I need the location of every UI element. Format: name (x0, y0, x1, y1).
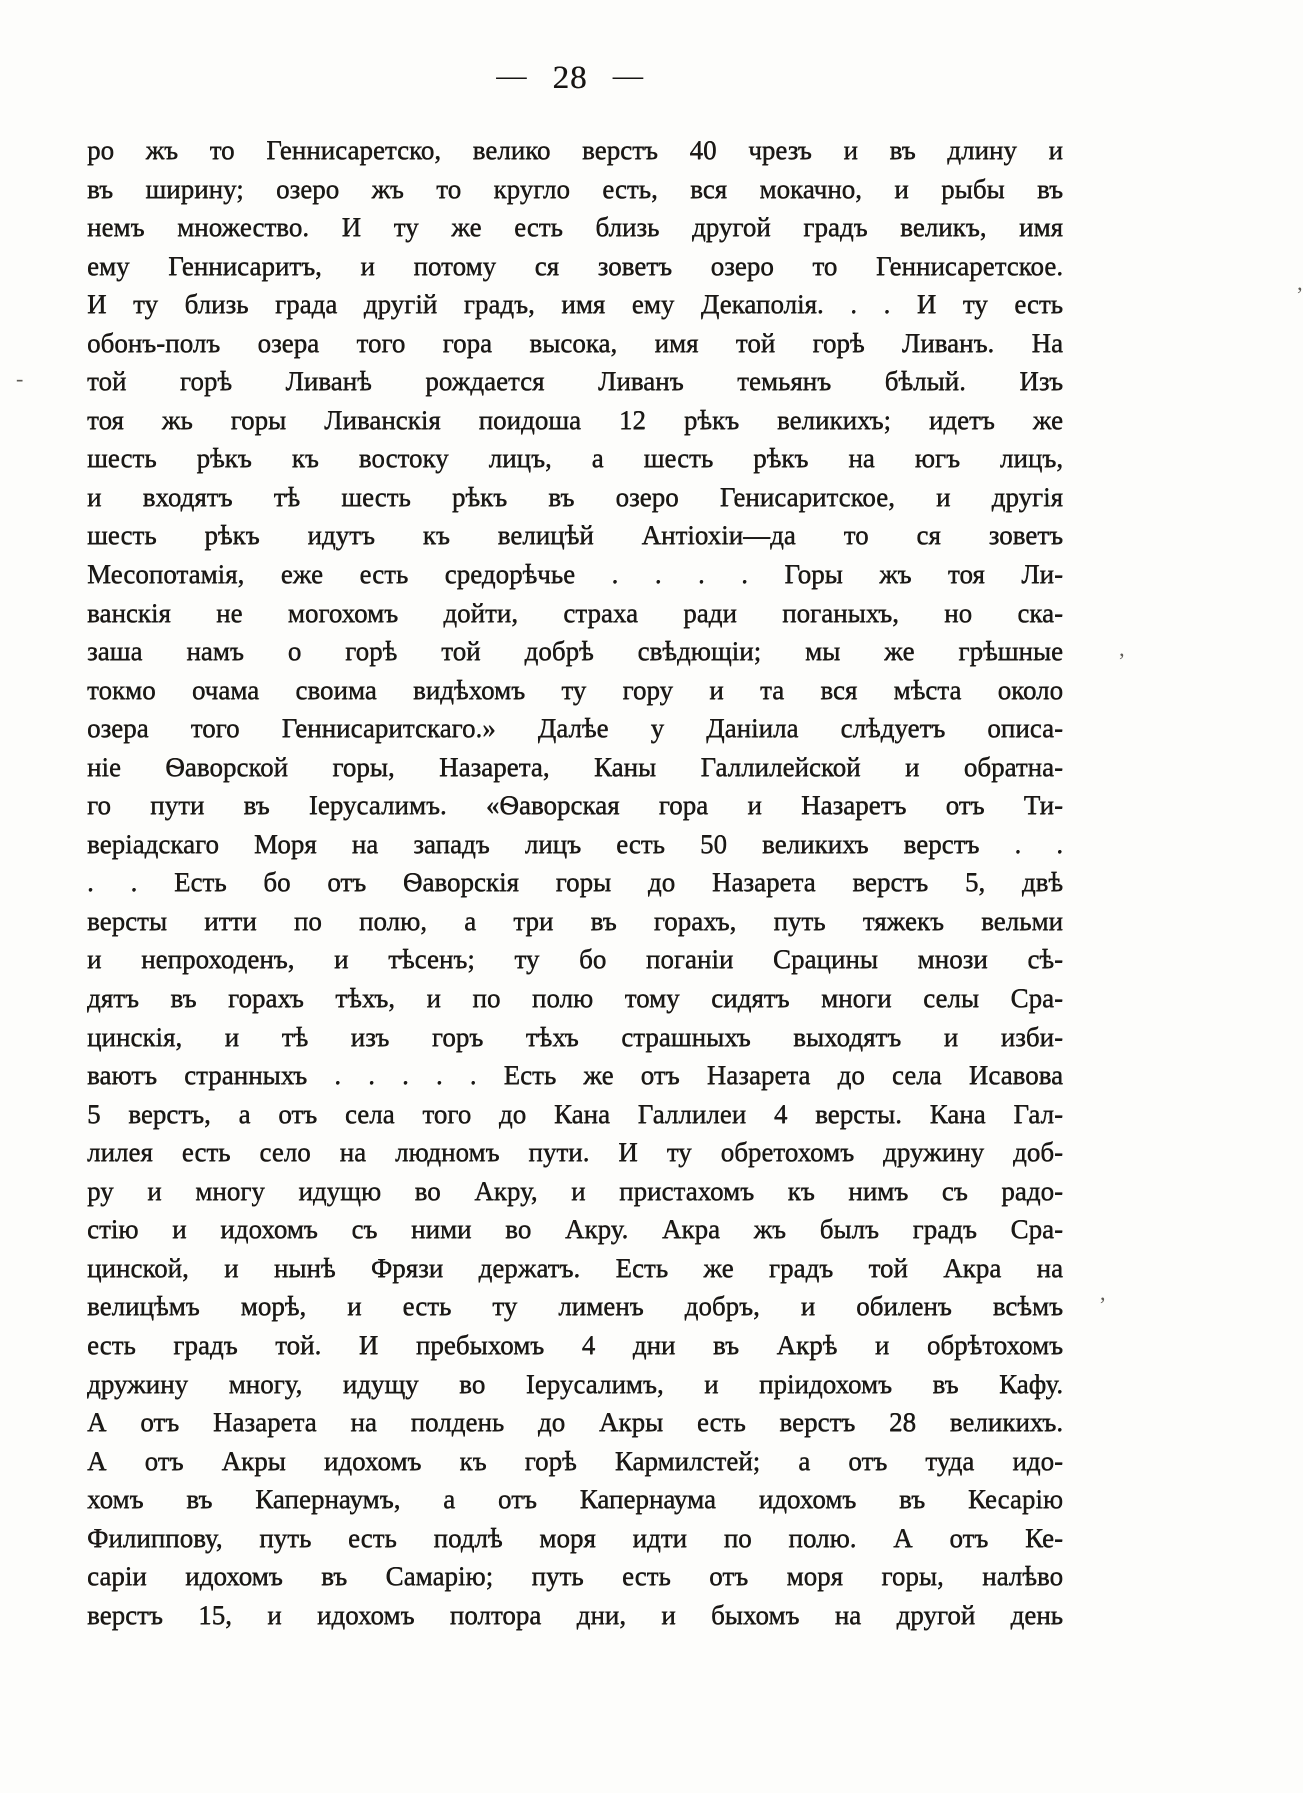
text-line: въ ширину; озеро жъ то кругло есть, вся мокачно, и рыбы въ (87, 173, 1063, 204)
text-line: шесть рѣкъ къ востоку лицъ, а шесть рѣкъ на югъ лицъ, (87, 443, 1063, 474)
text-line: ванскія не могохомъ дойти, страха ради поганыхъ, но ска- (87, 597, 1063, 628)
text-line: А отъ Назарета на полдень до Акры есть верстъ 28 великихъ. (87, 1407, 1063, 1438)
text-line: цинскія, и тѣ изъ горъ тѣхъ страшныхъ выходятъ и изби- (87, 1021, 1063, 1052)
text-line: саріи идохомъ въ Самарію; путь есть отъ моря горы, налѣво (87, 1561, 1063, 1592)
text-line: озера того Геннисаритскаго.» Далѣе у Даніила слѣдуетъ описа- (87, 713, 1063, 744)
text-line: верстъ 15, и идохомъ полтора дни, и быхомъ на другой день (87, 1599, 1063, 1630)
text-line: Филиппову, путь есть подлѣ моря идти по полю. А отъ Ке- (87, 1522, 1063, 1553)
text-line: шесть рѣкъ идутъ къ велицѣй Антіохіи—да то ся зоветъ (87, 520, 1063, 551)
text-line: ваютъ странныхъ . . . . . Есть же отъ Назарета до села Исавова (87, 1060, 1063, 1091)
text-line: И ту близь града другій градъ, имя ему Декаполія. . . И ту есть (87, 289, 1063, 320)
scan-speck: , (1100, 1280, 1106, 1305)
text-line: токмо очама своима видѣхомъ ту гору и та вся мѣста около (87, 674, 1063, 705)
text-line: хомъ въ Капернаумъ, а отъ Капернаума идохомъ въ Кесарію (87, 1484, 1063, 1515)
text-line: заша намъ о горѣ той добрѣ свѣдющіи; мы же грѣшные (87, 636, 1063, 667)
text-line: и непроходенъ, и тѣсенъ; ту бо поганіи Срацины мнози сѣ- (87, 944, 1063, 975)
text-line: дружину многу, идущу во Іерусалимъ, и пріидохомъ въ Кафу. (87, 1368, 1063, 1399)
scan-speck: - (16, 366, 24, 391)
text-line: ро жъ то Геннисаретско, велико верстъ 40 чрезъ и въ длину и (87, 135, 1063, 165)
text-line: Месопотамія, еже есть средорѣчье . . . . Горы жъ тоя Ли- (87, 559, 1063, 590)
header-dash-right: — (612, 59, 644, 92)
text-line: цинской, и нынѣ Фрязи держатъ. Есть же градъ той Акра на (87, 1252, 1063, 1283)
text-line: лилея есть село на людномъ пути. И ту обретохомъ дружину доб- (87, 1137, 1063, 1168)
text-line: обонъ-полъ озера того гора высока, имя той горѣ Ливанъ. На (87, 327, 1063, 358)
text-line: есть градъ той. И пребыхомъ 4 дни въ Акрѣ и обрѣтохомъ (87, 1329, 1063, 1360)
page-header (0, 60, 1140, 97)
text-line: велицѣмъ морѣ, и есть ту лименъ добръ, и обиленъ всѣмъ (87, 1291, 1063, 1322)
text-line: го пути въ Іерусалимъ. «Ѳаворская гора и Назаретъ отъ Ти- (87, 790, 1063, 821)
text-line: тоя жь горы Ливанскія поидоша 12 рѣкъ великихъ; идетъ же (87, 404, 1063, 435)
text-line: и входятъ тѣ шесть рѣкъ въ озеро Генисаритское, и другія (87, 481, 1063, 512)
text-line: веріадскаго Моря на западъ лицъ есть 50 великихъ верстъ . . (87, 828, 1063, 859)
text-line: стію и идохомъ съ ними во Акру. Акра жъ былъ градъ Сра- (87, 1214, 1063, 1245)
page-number: 28 (552, 60, 588, 96)
header-dash-left: — (496, 59, 528, 92)
scan-speck: ’ (1118, 648, 1126, 673)
text-line: версты итти по полю, а три въ горахъ, путь тяжекъ вельми (87, 905, 1063, 936)
scan-speck: ’ (1296, 282, 1303, 307)
text-line: ру и многу идущю во Акру, и пристахомъ къ нимъ съ радо- (87, 1175, 1063, 1206)
text-line: ему Геннисаритъ, и потому ся зоветъ озеро то Геннисаретское. (87, 250, 1063, 281)
body-text (87, 131, 1063, 1634)
text-line: А отъ Акры идохомъ къ горѣ Кармилстей; а отъ туда идо- (87, 1445, 1063, 1476)
text-line: немъ множество. И ту же есть близь другой градъ великъ, имя (87, 212, 1063, 243)
text-line: ніе Ѳаворской горы, Назарета, Каны Галлилейской и обратна- (87, 751, 1063, 782)
text-line: 5 верстъ, а отъ села того до Кана Галлилеи 4 версты. Кана Гал- (87, 1098, 1063, 1129)
text-line: дятъ въ горахъ тѣхъ, и по полю тому сидятъ многи селы Сра- (87, 983, 1063, 1014)
text-line: той горѣ Ливанѣ рождается Ливанъ темьянъ бѣлый. Изъ (87, 366, 1063, 397)
text-line: . . Есть бо отъ Ѳаворскія горы до Назарета верстъ 5, двѣ (87, 867, 1063, 898)
